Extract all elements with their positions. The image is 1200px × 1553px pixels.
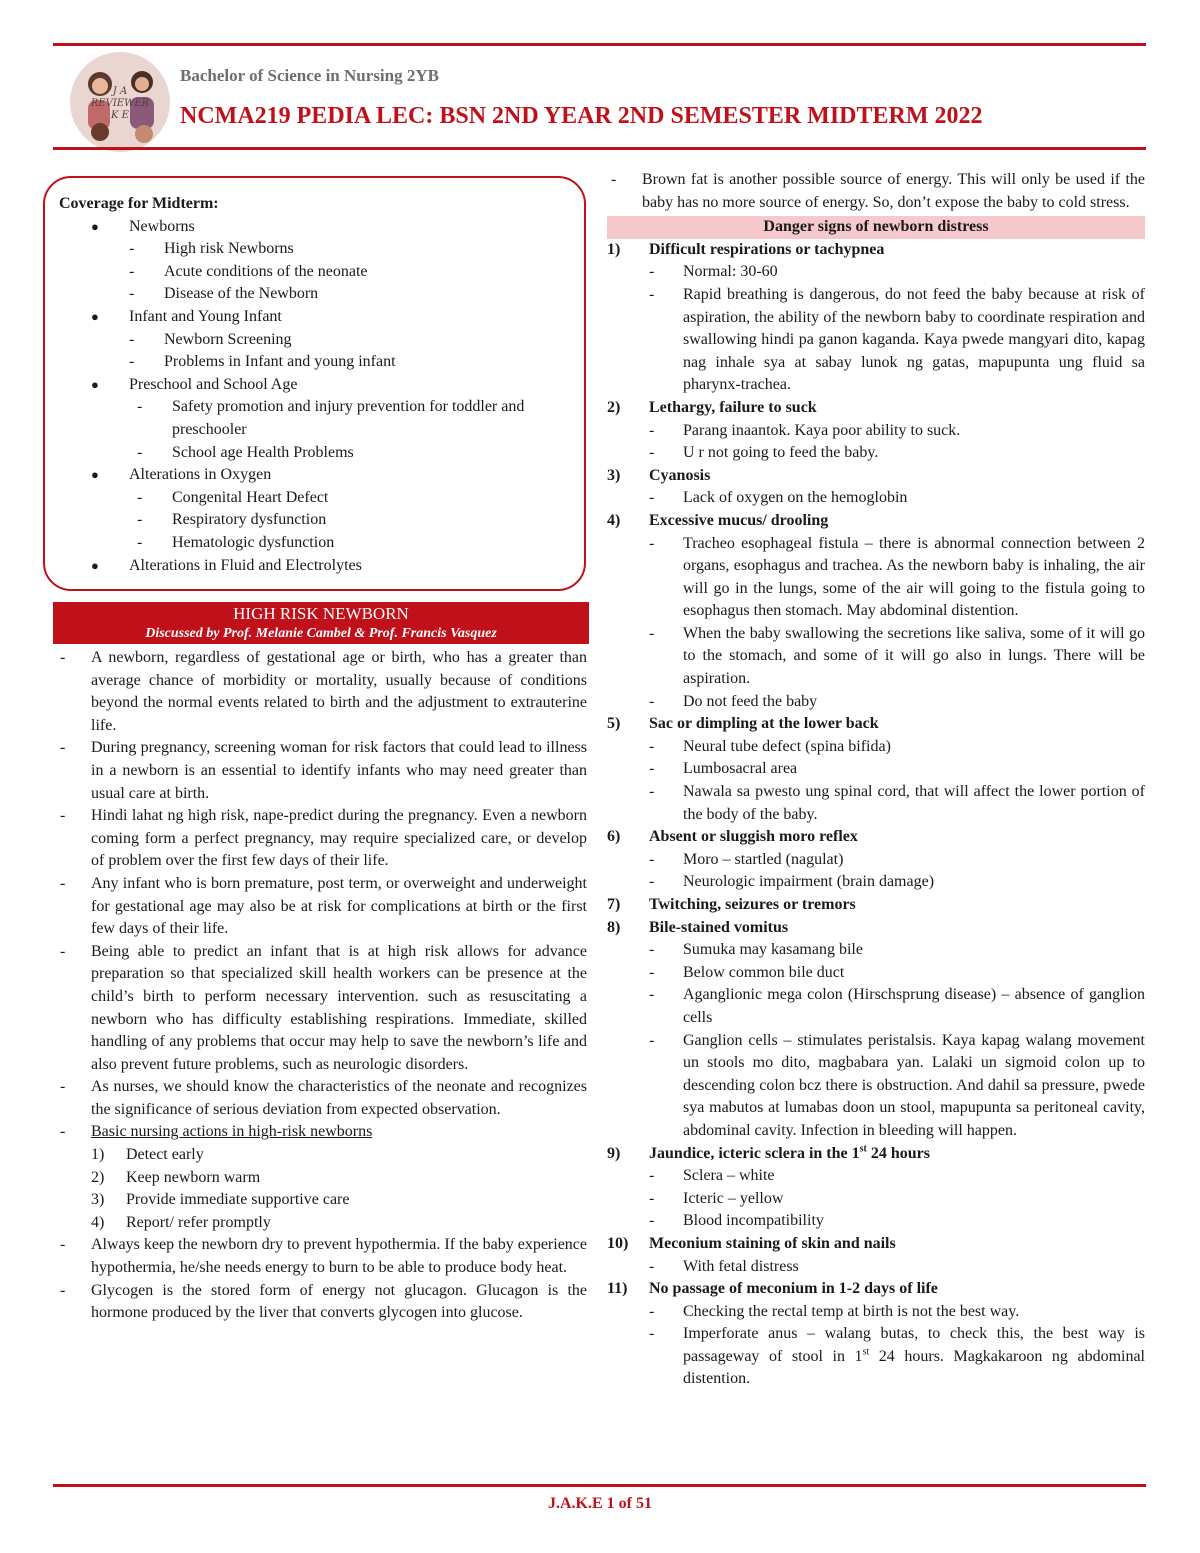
sign-title-end: 24 hours <box>866 1144 930 1162</box>
danger-sign <box>607 917 1145 940</box>
sign-detail <box>607 623 1145 691</box>
dash-icon: - <box>137 398 143 416</box>
coverage-bullet <box>59 464 584 487</box>
dash-icon: - <box>60 1123 66 1141</box>
item-number: 1) <box>607 240 621 258</box>
dash-icon: - <box>649 1031 655 1049</box>
coverage-subitem <box>59 442 584 465</box>
item-number: 1) <box>91 1146 105 1164</box>
detail-text: When the baby swallowing the secretions like saliva, some of it will go to the stomach, and some of it will go also in lungs. There will be aspiration. <box>683 624 1145 688</box>
item-number: 4) <box>91 1213 105 1231</box>
action-label: Provide immediate supportive care <box>126 1191 350 1209</box>
detail-text: Icteric – yellow <box>683 1189 784 1207</box>
paragraph <box>56 737 587 805</box>
item-number: 5) <box>607 715 621 733</box>
logo-text-3: K E <box>111 110 129 121</box>
sign-title: Jaundice, icteric sclera in the 1 <box>649 1144 860 1162</box>
danger-sign <box>607 465 1145 488</box>
danger-sign <box>607 510 1145 533</box>
action-item <box>56 1212 587 1235</box>
sign-detail <box>607 261 1145 284</box>
sign-title: Bile-stained vomitus <box>649 918 789 936</box>
sign-detail <box>607 1210 1145 1233</box>
dash-icon: - <box>649 534 655 552</box>
dash-icon: - <box>649 783 655 801</box>
detail-text: Normal: 30-60 <box>683 263 778 281</box>
coverage-subitem <box>59 283 584 306</box>
dash-icon: - <box>649 444 655 462</box>
item-number: 2) <box>607 398 621 416</box>
dash-icon: - <box>129 353 135 371</box>
dash-icon: - <box>649 692 655 710</box>
dash-icon: - <box>60 1078 66 1096</box>
coverage-subitem <box>59 487 584 510</box>
action-item <box>56 1144 587 1167</box>
item-number: 2) <box>91 1168 105 1186</box>
logo-text-1: J A <box>112 86 128 97</box>
reviewer-logo <box>70 52 170 152</box>
sign-detail <box>607 1323 1145 1391</box>
subitem-label: Problems in Infant and young infant <box>164 353 396 371</box>
detail-text: Sumuka may kasamang bile <box>683 941 863 959</box>
paragraph-text: Brown fat is another possible source of energy. This will only be used if the baby has no more source of energy. So, don’t expose the baby to cold stress. <box>642 171 1145 211</box>
sign-detail <box>607 1030 1145 1143</box>
subitem-label: Congenital Heart Defect <box>172 488 329 506</box>
sign-title: Excessive mucus/ drooling <box>649 511 829 529</box>
dash-icon: - <box>129 262 135 280</box>
dash-icon: - <box>649 1167 655 1185</box>
dash-icon: - <box>649 986 655 1004</box>
detail-text: Parang inaantok. Kaya poor ability to suck. <box>683 421 961 439</box>
page-footer: J.A.K.E 1 of 51 <box>548 1495 652 1512</box>
detail-text: Ganglion cells – stimulates peristalsis. Kaya kapag walang movement un stools mo dito, magbabara yan. Lalaki un sigmoid colon up to descending colon bcz there is obstruction. And dahil sa pressure, pwede sya mabutos at lumabas doon un stool, mapupunta sa peritoneal cavity, abdominal cavity. Infection in bleeding will happen. <box>683 1031 1145 1139</box>
dash-icon: - <box>60 942 66 960</box>
dash-icon: - <box>649 941 655 959</box>
bullet-label: Alterations in Fluid and Electrolytes <box>129 556 362 574</box>
detail-text: Lumbosacral area <box>683 760 798 778</box>
item-number: 7) <box>607 896 621 913</box>
bullet-icon: ● <box>91 218 99 234</box>
coverage-subitem <box>59 238 584 261</box>
paragraph <box>56 1076 587 1121</box>
bullet-icon: ● <box>91 376 99 392</box>
sign-detail <box>607 962 1145 985</box>
paragraph <box>56 1280 587 1325</box>
subitem-label: Acute conditions of the neonate <box>164 262 368 280</box>
item-number: 4) <box>607 511 621 529</box>
paragraph-text: During pregnancy, screening woman for risk factors that could lead to illness in a newborn is an essential to identify infants who may need greater than usual care at birth. <box>91 739 587 802</box>
detail-text: U r not going to feed the baby. <box>683 444 879 462</box>
dash-icon: - <box>60 1236 66 1254</box>
sign-title: Meconium staining of skin and nails <box>649 1234 896 1252</box>
subitem-label: Respiratory dysfunction <box>172 511 327 529</box>
action-label: Keep newborn warm <box>126 1168 261 1186</box>
subitem-label: High risk Newborns <box>164 240 294 258</box>
paragraph-text: Glycogen is the stored form of energy not glucagon. Glucagon is the hormone produced by the liver that converts glycogen into glucose. <box>91 1281 587 1322</box>
paragraph-text: Hindi lahat ng high risk, nape-predict during the pregnancy. Even a newborn coming form a perfect pregnancy, may require specialized care, or develop of problem over the first few days of their life. <box>91 807 587 870</box>
danger-sign <box>607 397 1145 420</box>
sign-detail <box>607 849 1145 872</box>
dash-icon: - <box>137 443 143 461</box>
danger-sign <box>607 239 1145 262</box>
dash-icon: - <box>649 1257 655 1275</box>
paragraph-text: Being able to predict an infant that is at high risk allows for advance preparation so that specialized skill health workers can be presence at the child’s birth to perform necessary intervention. such as resuscitating a newborn who has difficulty establishing respirations. Immediate, skilled handling of any problems that occur may help to save the newborn’s life and also prevent future problems, such as neurologic disorders. <box>91 942 587 1073</box>
sign-detail <box>607 871 1145 894</box>
coverage-subitem <box>59 396 584 441</box>
item-number: 11) <box>607 1280 628 1298</box>
paragraph-text: Any infant who is born premature, post term, or overweight and underweight for gestational age may also be at risk for complications at birth or the first few days of their life. <box>91 874 587 938</box>
sign-detail <box>607 1256 1145 1279</box>
dash-icon: - <box>137 488 143 506</box>
detail-text: Sclera – white <box>683 1167 775 1185</box>
detail-text: Neural tube defect (spina bifida) <box>683 737 891 755</box>
danger-signs-heading: Danger signs of newborn distress <box>607 216 1145 239</box>
danger-sign <box>607 1143 1145 1166</box>
sign-title: No passage of meconium in 1-2 days of life <box>649 1280 938 1298</box>
detail-text: Aganglionic mega colon (Hirschsprung disease) – absence of ganglion cells <box>683 986 1145 1026</box>
dash-icon: - <box>649 285 655 303</box>
sign-detail <box>607 984 1145 1029</box>
coverage-subitem <box>59 261 584 284</box>
sign-detail <box>607 781 1145 826</box>
paragraph <box>56 647 587 737</box>
sign-detail <box>607 420 1145 443</box>
dash-icon: - <box>60 1281 66 1299</box>
footer-rule <box>53 1484 1146 1487</box>
coverage-subitem <box>59 329 584 352</box>
sign-detail <box>607 442 1145 465</box>
paragraph-text: A newborn, regardless of gestational age or birth, who has a greater than average chance of morbidity or mortality, usually because of conditions beyond the normal events related to birth and the adjustment to extrauterine life. <box>91 649 587 734</box>
danger-sign <box>607 1278 1145 1301</box>
actions-heading: Basic nursing actions in high-risk newborns <box>91 1123 373 1141</box>
paragraph <box>56 941 587 1077</box>
dash-icon: - <box>649 850 655 868</box>
detail-text: With fetal distress <box>683 1257 799 1275</box>
left-column <box>56 647 587 1325</box>
detail-text: Do not feed the baby <box>683 692 818 710</box>
dash-icon: - <box>137 511 143 529</box>
action-label: Report/ refer promptly <box>126 1213 271 1231</box>
sign-detail <box>607 284 1145 397</box>
danger-sign <box>607 713 1145 736</box>
sign-detail <box>607 736 1145 759</box>
paragraph <box>56 1121 587 1144</box>
action-item <box>56 1189 587 1212</box>
paragraph <box>56 1234 587 1279</box>
item-number: 8) <box>607 918 621 936</box>
dash-icon: - <box>649 624 655 642</box>
detail-text: Tracheo esophageal fistula – there is abnormal connection between 2 organs, esophagus and trachea. As the newborn baby is inhaling, the air will go in the lungs, some of the air will going to the fistula going to esophagus then stomach. May abdominal distention. <box>683 534 1145 620</box>
dash-icon: - <box>649 737 655 755</box>
subitem-label: Hematologic dysfunction <box>172 533 335 551</box>
detail-text: Checking the rectal temp at birth is not the best way. <box>683 1302 1020 1320</box>
detail-text: Blood incompatibility <box>683 1212 824 1230</box>
dash-icon: - <box>649 1212 655 1230</box>
paragraph-text: Always keep the newborn dry to prevent hypothermia. If the baby experience hypothermia, he/she needs energy to burn to be able to produce body heat. <box>91 1236 587 1277</box>
coverage-subitem <box>59 532 584 555</box>
paragraph <box>56 873 587 941</box>
subitem-label: School age Health Problems <box>172 443 354 461</box>
dash-icon: - <box>649 873 655 891</box>
paragraph <box>56 805 587 873</box>
item-number: 10) <box>607 1234 629 1252</box>
header-bottom-rule <box>53 147 1146 150</box>
section-presenters: Discussed by Prof. Melanie Cambel & Prof. Francis Vasquez <box>145 626 497 641</box>
ordinal-suffix: st <box>859 1143 867 1155</box>
bullet-icon: ● <box>91 557 99 573</box>
section-title: HIGH RISK NEWBORN <box>233 604 409 623</box>
dash-icon: - <box>649 263 655 281</box>
sign-detail <box>607 487 1145 510</box>
dash-icon: - <box>611 171 617 188</box>
item-number: 3) <box>607 466 621 484</box>
ordinal-suffix: st <box>862 1346 870 1358</box>
coverage-subitem <box>59 351 584 374</box>
sign-detail <box>607 1188 1145 1211</box>
coverage-bullet <box>59 306 584 329</box>
document-subtitle: Bachelor of Science in Nursing 2YB <box>180 66 439 85</box>
danger-sign <box>607 1233 1145 1256</box>
bullet-icon: ● <box>91 308 99 324</box>
dash-icon: - <box>649 760 655 778</box>
sign-detail <box>607 1165 1145 1188</box>
top-rule <box>53 43 1146 46</box>
coverage-subitem <box>59 509 584 532</box>
sign-title: Difficult respirations or tachypnea <box>649 240 885 258</box>
logo-text-2: REVIEWER <box>90 98 150 109</box>
detail-text: Below common bile duct <box>683 963 845 981</box>
sign-detail <box>607 1301 1145 1324</box>
dash-icon: - <box>129 330 135 348</box>
item-number: 3) <box>91 1191 105 1209</box>
detail-text: Imperforate anus – walang butas, to check this, the best way is passageway of stool in 1 <box>683 1325 1145 1365</box>
detail-text: Moro – startled (nagulat) <box>683 850 844 868</box>
bullet-label: Newborns <box>129 217 195 235</box>
coverage-box <box>43 176 586 591</box>
sign-title: Lethargy, failure to suck <box>649 398 817 416</box>
sign-detail <box>607 758 1145 781</box>
right-column <box>607 169 1145 1391</box>
dash-icon: - <box>649 963 655 981</box>
danger-sign <box>607 826 1145 849</box>
dash-icon: - <box>649 1189 655 1207</box>
subitem-label: Safety promotion and injury prevention for toddler and preschooler <box>172 398 525 438</box>
dash-icon: - <box>649 1302 655 1320</box>
detail-text: Rapid breathing is dangerous, do not feed the baby because at risk of aspiration, the ability of the newborn baby to coordinate respiration and swallowing hindi pa ganon kaganda. Kaya pwede mangyari dito, kapag nag inhale sya at sabay lunok ng gatas, mapupunta ung fluid sa pharynx-trachea. <box>683 285 1145 394</box>
detail-text-end: 24 hours. Magkakaroon ng abdominal distention. <box>683 1347 1145 1388</box>
paragraph <box>607 169 1145 214</box>
coverage-bullet <box>59 374 584 397</box>
action-label: Detect early <box>126 1146 204 1164</box>
sign-detail <box>607 939 1145 962</box>
dash-icon: - <box>649 489 655 507</box>
sign-detail <box>607 533 1145 623</box>
bullet-label: Alterations in Oxygen <box>129 466 272 484</box>
high-risk-banner <box>53 602 589 644</box>
item-number: 9) <box>607 1144 621 1162</box>
dash-icon: - <box>129 240 135 258</box>
coverage-bullet <box>59 555 584 578</box>
subitem-label: Disease of the Newborn <box>164 285 319 303</box>
dash-icon: - <box>60 807 66 825</box>
bullet-label: Preschool and School Age <box>129 375 298 393</box>
action-item <box>56 1167 587 1190</box>
paragraph-text: As nurses, we should know the characteristics of the neonate and recognizes the significance of serious deviation from expected observation. <box>91 1078 587 1118</box>
sign-title: Sac or dimpling at the lower back <box>649 715 879 733</box>
item-number: 6) <box>607 828 621 846</box>
dash-icon: - <box>649 421 655 439</box>
dash-icon: - <box>60 739 66 757</box>
dash-icon: - <box>137 533 143 551</box>
coverage-bullet <box>59 216 584 239</box>
detail-text: Lack of oxygen on the hemoglobin <box>683 489 908 507</box>
danger-sign <box>607 894 1145 917</box>
detail-text: Neurologic impairment (brain damage) <box>683 873 935 891</box>
dash-icon: - <box>649 1325 655 1343</box>
dash-icon: - <box>129 285 135 303</box>
detail-text: Nawala sa pwesto ung spinal cord, that will affect the lower portion of the body of the baby. <box>683 783 1145 823</box>
bullet-label: Infant and Young Infant <box>129 307 282 325</box>
document-title: NCMA219 PEDIA LEC: BSN 2ND YEAR 2ND SEMESTER MIDTERM 2022 <box>180 103 983 129</box>
subitem-label: Newborn Screening <box>164 330 292 348</box>
sign-title: Twitching, seizures or tremors <box>649 896 856 913</box>
dash-icon: - <box>60 874 66 892</box>
sign-title: Cyanosis <box>649 466 711 484</box>
coverage-heading: Coverage for Midterm: <box>59 195 219 212</box>
bullet-icon: ● <box>91 467 99 483</box>
sign-title: Absent or sluggish moro reflex <box>649 828 858 846</box>
dash-icon: - <box>60 649 66 666</box>
sign-detail <box>607 691 1145 714</box>
